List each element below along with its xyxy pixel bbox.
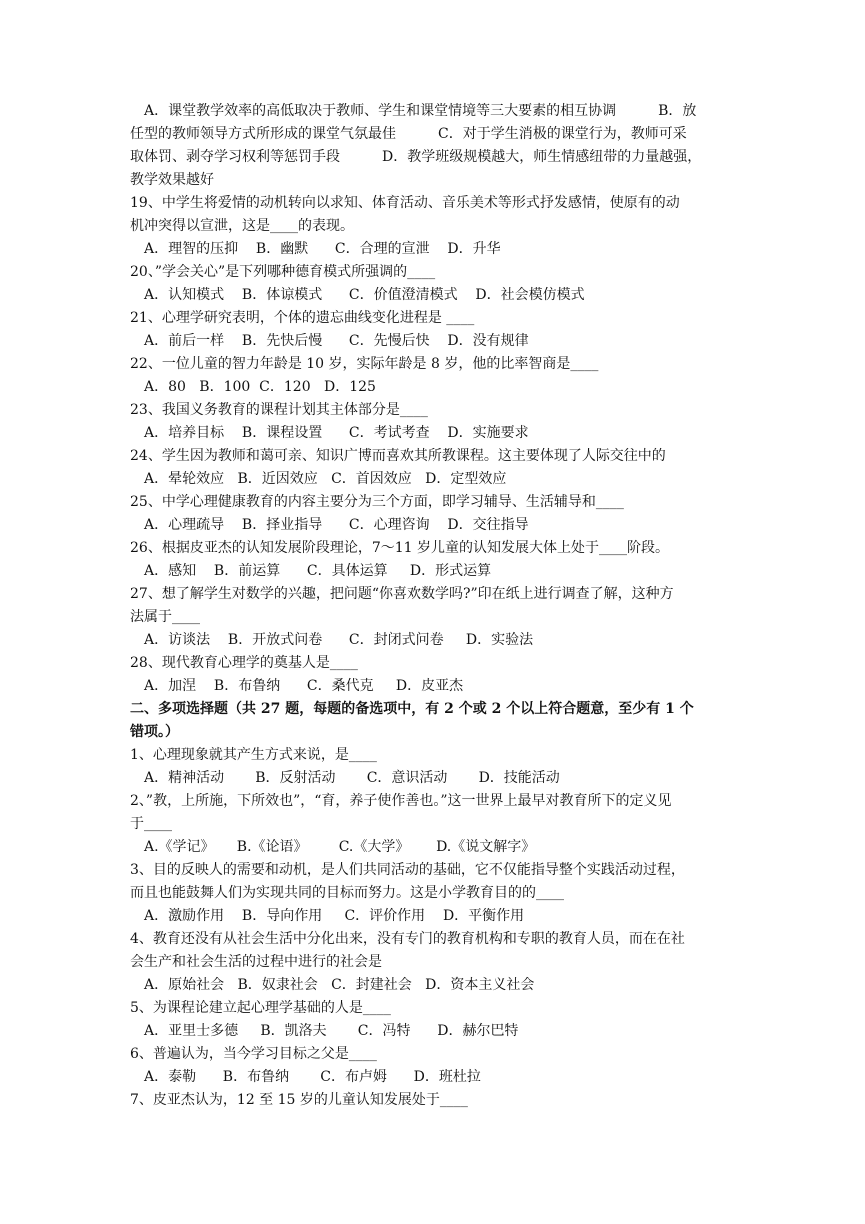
- section-heading: 二、多项选择题（共 27 题，每题的备选项中，有 2 个或 2 个以上符合题意，至少有 1 个: [130, 701, 694, 717]
- answer-options: A．加涅 B．布鲁纳 C．桑代克 D．皮亚杰: [144, 678, 464, 694]
- question-text-continued: 法属于____: [130, 609, 200, 625]
- question-stem: 3、目的反映人的需要和动机，是人们共同活动的基础，它不仅能指导整个实践活动过程，: [130, 862, 685, 878]
- question-stem: 7、皮亚杰认为，12 至 15 岁的儿童认知发展处于____: [130, 1092, 468, 1108]
- question-stem: 26、根据皮亚杰的认知发展阶段理论，7～11 岁儿童的认知发展大体上处于____阶段。: [130, 540, 669, 556]
- answer-options: A．前后一样 B．先快后慢 C．先慢后快 D．没有规律: [144, 333, 529, 349]
- question-text-continued: 任型的教师领导方式所形成的课堂气氛最佳 C．对于学生消极的课堂行为，教师可采: [130, 126, 687, 142]
- question-stem: 5、为课程论建立起心理学基础的人是____: [130, 1000, 391, 1016]
- question-stem: 23、我国义务教育的课程计划其主体部分是____: [130, 402, 428, 418]
- question-stem: 20、”学会关心”是下列哪种德育模式所强调的____: [130, 264, 436, 280]
- question-text-continued: 而且也能鼓舞人们为实现共同的目标而努力。这是小学教育目的的____: [130, 885, 564, 901]
- answer-options: A．认知模式 B．体谅模式 C．价值澄清模式 D．社会模仿模式: [144, 287, 585, 303]
- question-text-continued: A．课堂教学效率的高低取决于教师、学生和课堂情境等三大要素的相互协调 B．放: [144, 103, 697, 119]
- answer-options: A．晕轮效应 B．近因效应 C．首因效应 D．定型效应: [144, 471, 507, 487]
- answer-options: A．激励作用 B．导向作用 C．评价作用 D．平衡作用: [144, 908, 525, 924]
- question-stem: 22、一位儿童的智力年龄是 10 岁，实际年龄是 8 岁，他的比率智商是____: [130, 356, 599, 372]
- question-text-continued: 教学效果越好: [130, 172, 214, 188]
- question-text-continued: 机冲突得以宣泄，这是____的表现。: [130, 218, 354, 234]
- answer-options: A．理智的压抑 B．幽默 C．合理的宣泄 D．升华: [144, 241, 501, 257]
- question-stem: 24、学生因为教师和蔼可亲、知识广博而喜欢其所教课程。这主要体现了人际交往中的: [130, 448, 666, 464]
- answer-options: A．原始社会 B．奴隶社会 C．封建社会 D．资本主义社会: [144, 977, 535, 993]
- question-stem: 4、教育还没有从社会生活中分化出来，没有专门的教育机构和专职的教育人员，而在在社: [130, 931, 685, 947]
- question-stem: 6、普遍认为，当今学习目标之父是____: [130, 1046, 377, 1062]
- section-heading: 错项。）: [130, 724, 179, 740]
- question-text-continued: 取体罚、剥夺学习权利等惩罚手段 D．教学班级规模越大，师生情感纽带的力量越强，: [130, 149, 702, 165]
- answer-options: A．培养目标 B．课程设置 C．考试考查 D．实施要求: [144, 425, 529, 441]
- answer-options: A．亚里士多德 B．凯洛夫 C．冯特 D．赫尔巴特: [144, 1023, 519, 1039]
- question-stem: 1、心理现象就其产生方式来说，是____: [130, 747, 377, 763]
- answer-options: A．80 B．100 C．120 D．125: [144, 379, 376, 395]
- question-stem: 28、现代教育心理学的奠基人是____: [130, 655, 358, 671]
- answer-options: A．精神活动 B．反射活动 C．意识活动 D．技能活动: [144, 770, 560, 786]
- question-stem: 21、心理学研究表明，个体的遗忘曲线变化进程是 ____: [130, 310, 475, 326]
- answer-options: A．访谈法 B．开放式问卷 C．封闭式问卷 D．实验法: [144, 632, 534, 648]
- question-text-continued: 会生产和社会生活的过程中进行的社会是: [130, 954, 382, 970]
- question-stem: 19、中学生将爱情的动机转向以求知、体育活动、音乐美术等形式抒发感情，使原有的动: [130, 195, 680, 211]
- question-text-continued: 于____: [130, 816, 172, 832]
- answer-options: A．心理疏导 B．择业指导 C．心理咨询 D．交往指导: [144, 517, 529, 533]
- question-stem: 27、想了解学生对数学的兴趣，把问题“你喜欢数学吗?”印在纸上进行调查了解，这种方: [130, 586, 674, 602]
- answer-options: A．泰勒 B．布鲁纳 C．布卢姆 D．班杜拉: [144, 1069, 481, 1085]
- question-stem: 2、”教，上所施，下所效也”，“育，养子使作善也。”这一世界上最早对教育所下的定义见: [130, 793, 672, 809]
- answer-options: A.《学记》 B.《论语》 C.《大学》 D.《说文解字》: [144, 839, 536, 855]
- question-stem: 25、中学心理健康教育的内容主要分为三个方面，即学习辅导、生活辅导和____: [130, 494, 624, 510]
- document-page: [130, 100, 737, 1112]
- answer-options: A．感知 B．前运算 C．具体运算 D．形式运算: [144, 563, 492, 579]
